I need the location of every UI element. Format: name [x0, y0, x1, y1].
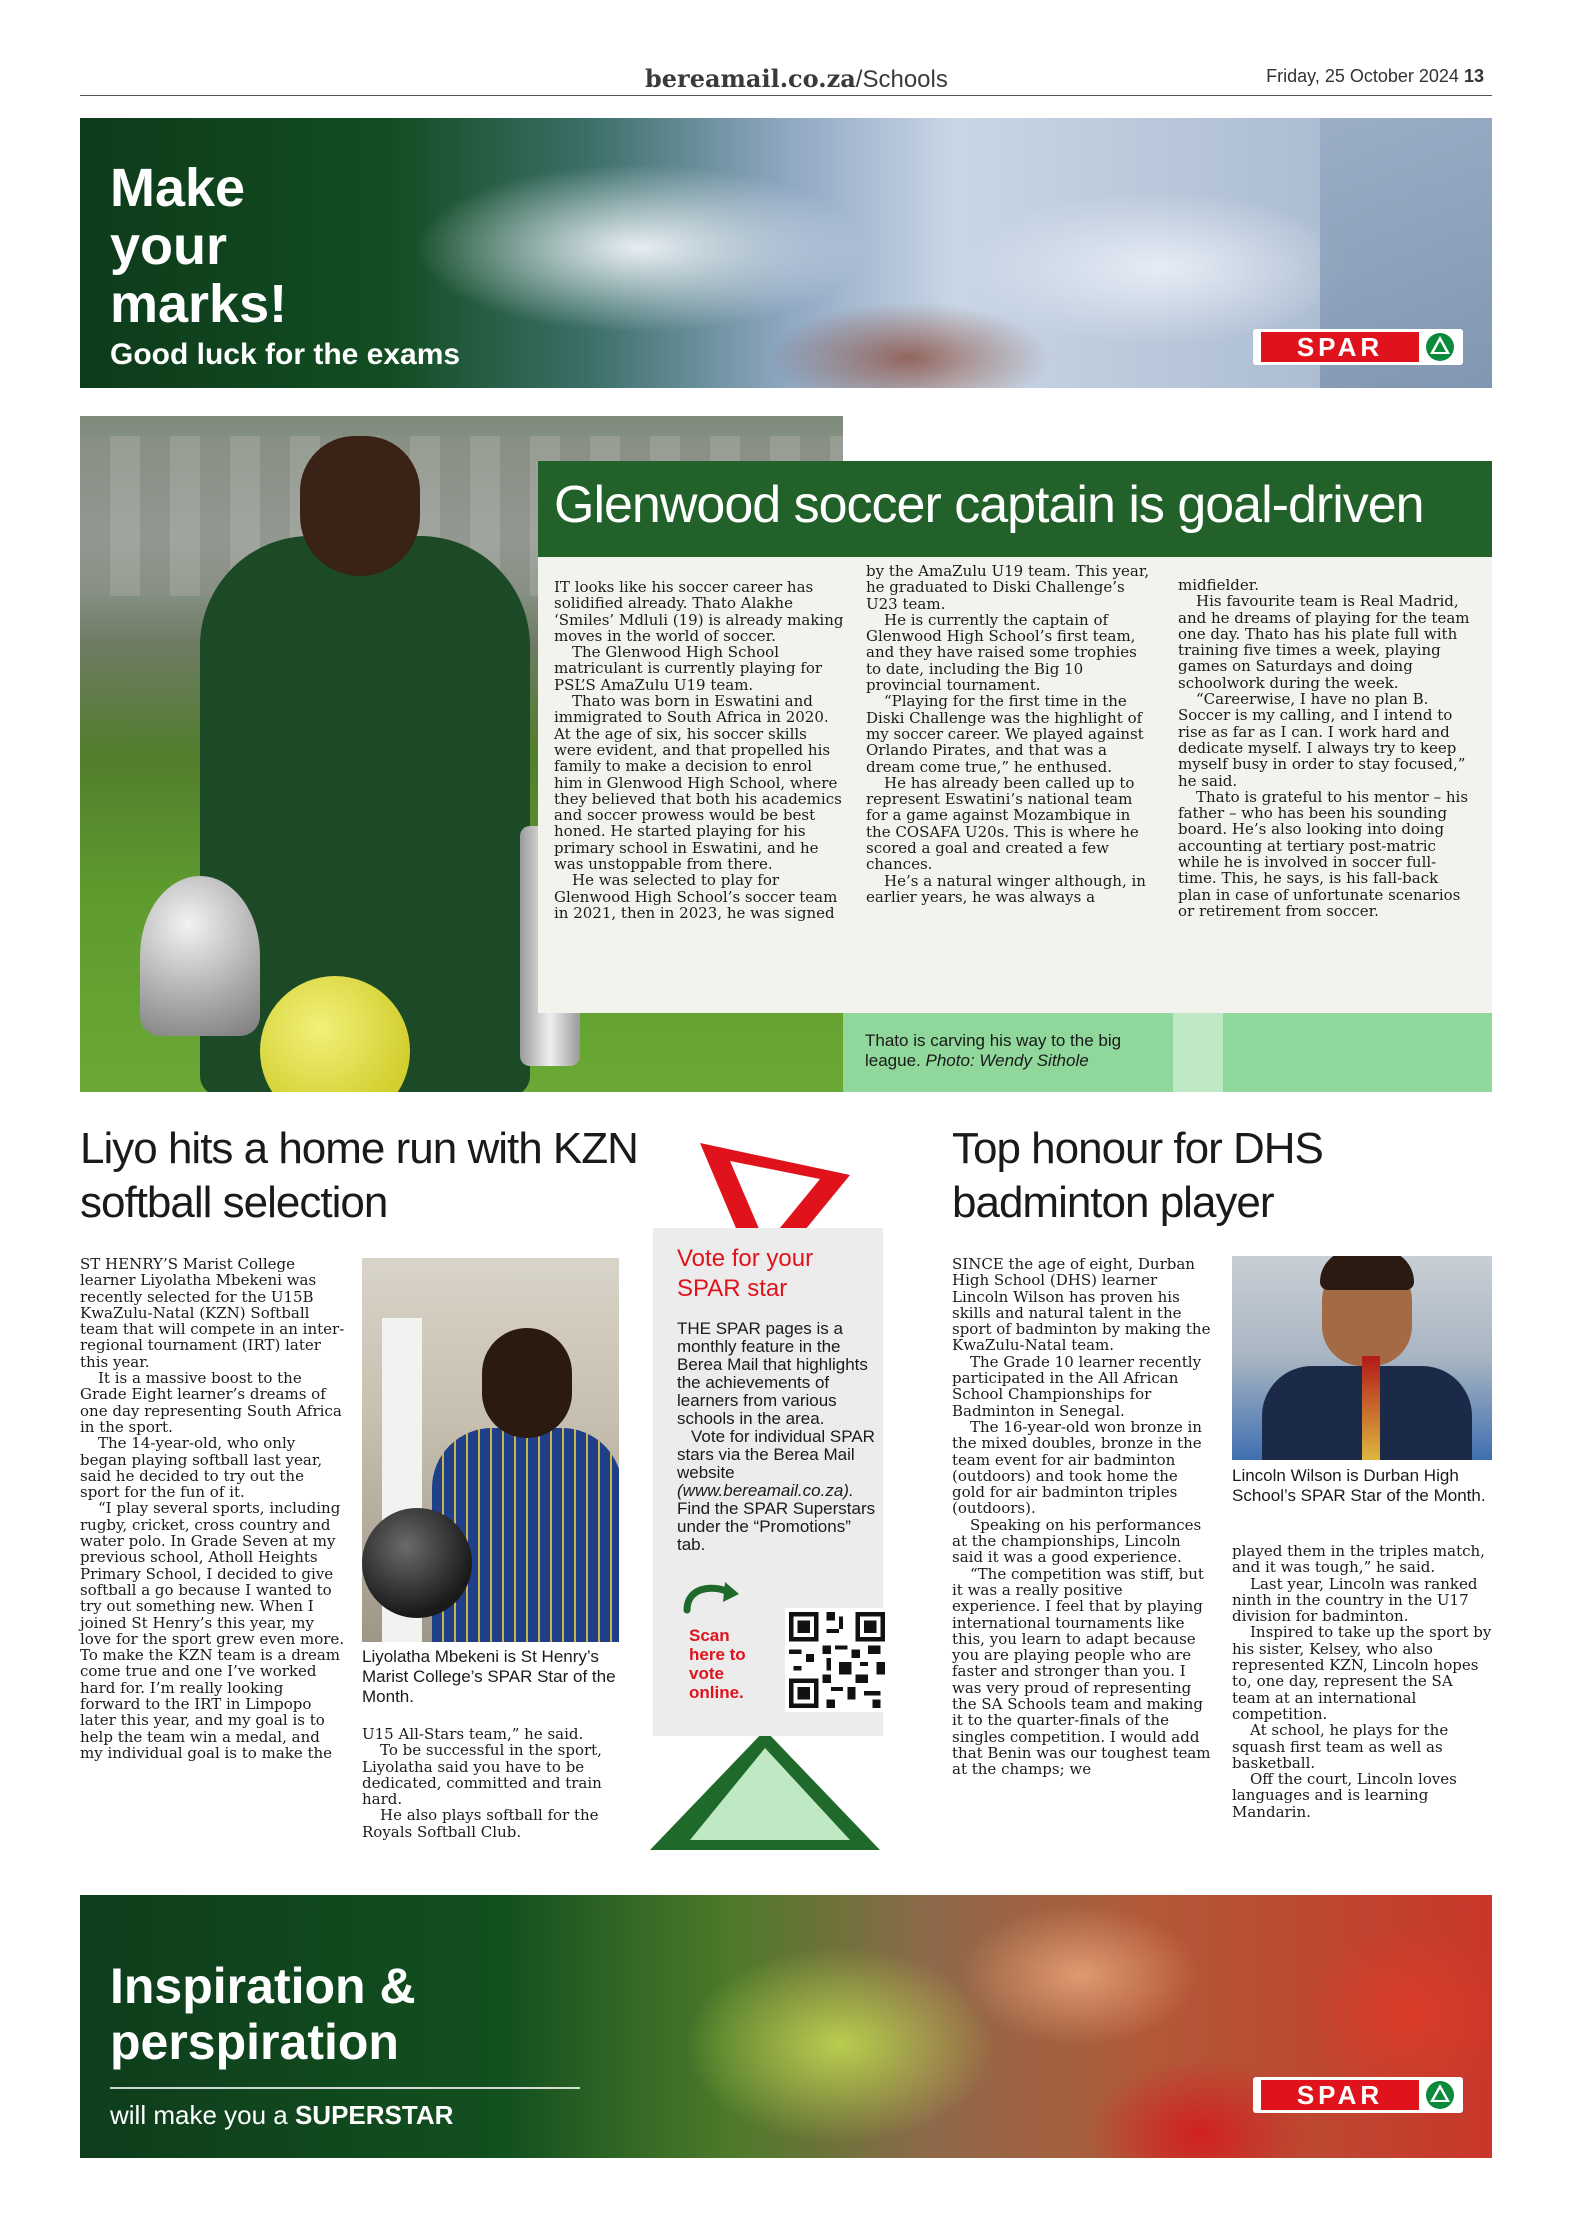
- paragraph: THE SPAR pages is a monthly feature in the Berea Mail that highlights the achievements of learners from various schools in the area.: [677, 1319, 868, 1428]
- paragraph: He was selected to play for Glenwood High School’s soccer team in 2021, then in 2023, he was signed: [554, 871, 838, 922]
- paragraph: The Grade 10 learner recently participated in the All African School Championships for Badminton in Senegal.: [952, 1352, 1202, 1420]
- photo-credit: Photo: Wendy Sithole: [925, 1051, 1089, 1070]
- banner-line-2: your: [110, 216, 228, 276]
- banner-divider: [110, 2087, 580, 2089]
- photo-trophy-cup: [140, 876, 260, 1036]
- paragraph: He’s a natural winger although, in earlier years, he was always a: [866, 871, 1146, 906]
- right-story-col-2: [1232, 1543, 1494, 1820]
- left-story-col-2: [362, 1726, 624, 1840]
- tagline-text: will make you a: [110, 2100, 295, 2130]
- vote-promo-box: [653, 1228, 883, 1736]
- main-article: [538, 557, 1492, 1013]
- paragraph: ST HENRY’S Marist College learner Liyolatha Mbekeni was recently selected for the U15B KwaZulu-Natal (KZN) Softball team that will compete in an inter-regional tournament (IRT) later this year.: [80, 1255, 345, 1371]
- banner-subline: Good luck for the exams: [110, 338, 461, 371]
- photo-subject-head: [300, 436, 420, 576]
- main-article-col-3: [1178, 577, 1473, 919]
- scan-instruction: Scan here to vote online.: [689, 1626, 746, 1702]
- page-number: 13: [1463, 66, 1484, 86]
- paragraph: The 16-year-old won bronze in the mixed doubles, bronze in the team event for air badminton (outdoors) and took home the gold for air badminton triples (outdoors).: [952, 1417, 1202, 1518]
- qr-code[interactable]: [785, 1608, 889, 1712]
- paragraph: U15 All-Stars team,” he said.: [362, 1725, 584, 1743]
- site-domain: bereamail.co.za: [645, 64, 856, 93]
- banner-line-1: Inspiration &: [110, 1958, 416, 2014]
- spar-wordmark: SPAR: [1261, 2080, 1419, 2110]
- masthead: [80, 62, 1492, 96]
- decorative-green-triangle: [650, 1730, 880, 1850]
- paragraph: [677, 1428, 877, 1554]
- paragraph: midfielder.: [1178, 576, 1260, 594]
- spar-logo: [1253, 329, 1463, 365]
- paragraph: Last year, Lincoln was ranked ninth in the country in the U17 division for badminton.: [1232, 1574, 1478, 1626]
- right-story-caption: Lincoln Wilson is Durban High School’s SPAR Star of the Month.: [1232, 1466, 1486, 1505]
- left-story-photo: [362, 1258, 619, 1642]
- paragraph: Speaking on his performances at the championships, Lincoln said it was a good experience.: [952, 1515, 1202, 1567]
- right-story-headline: Top honour for DHS badminton player: [952, 1124, 1323, 1227]
- paragraph: SINCE the age of eight, Durban High School (DHS) learner Lincoln Wilson has proven his skills and natural talent in the sport of badminton by making the KwaZulu-Natal team.: [952, 1255, 1211, 1355]
- photo-subject-head: [482, 1328, 572, 1438]
- paragraph: His favourite team is Real Madrid, and he dreams of playing for the team one day. Thato has his plate full with training five times a week, playing games on Saturdays and doing schoolwork during the week.: [1178, 592, 1470, 692]
- paragraph: It is a massive boost to the Grade Eight learner’s dreams of one day representing South Africa in the sport.: [80, 1369, 342, 1436]
- paragraph: The 14-year-old, who only began playing softball last year, said he decided to try out the sport for the fun of it.: [80, 1434, 323, 1502]
- spar-wordmark: SPAR: [1261, 332, 1419, 362]
- section-name: /Schools: [855, 66, 948, 93]
- vote-text-part: Find the SPAR Superstars under the “Promotions” tab.: [677, 1499, 876, 1554]
- left-story-caption: Liyolatha Mbekeni is St Henry’s Marist College’s SPAR Star of the Month.: [362, 1647, 616, 1706]
- paragraph: To be successful in the sport, Liyolatha said you have to be dedicated, committed and train hard.: [362, 1741, 602, 1809]
- paragraph: Thato was born in Eswatini and immigrated to South Africa in 2020. At the age of six, his soccer skills were evident, and that propelled his family to make a decision to enrol him in Glenwood High School, where they believed that both his academics and soccer prowess would be best honed. He started playing for his primary school in Eswatini, and he was unstoppable from there.: [554, 692, 842, 874]
- banner-line-2: perspiration: [110, 2014, 399, 2070]
- right-story-photo: [1232, 1256, 1492, 1460]
- paragraph: Inspired to take up the sport by his sister, Kelsey, who also represented KZN, Lincoln hopes to, one day, represent the SA team at an international competition.: [1232, 1623, 1492, 1723]
- paragraph: He also plays softball for the Royals Softball Club.: [362, 1806, 599, 1841]
- caption-accent-band: [1173, 1013, 1223, 1092]
- photo-medal-ribbon: [1362, 1356, 1380, 1460]
- paragraph: The Glenwood High School matriculant is currently playing for PSL’S AmaZulu U19 team.: [554, 643, 823, 694]
- caption-text: [865, 1031, 1175, 1071]
- vote-title: Vote for your SPAR star: [677, 1245, 814, 1302]
- site-name[interactable]: [645, 64, 948, 94]
- spar-tree-icon: [1423, 332, 1457, 362]
- date-text: Friday, 25 October 2024: [1266, 66, 1459, 86]
- spar-logo: [1253, 2077, 1463, 2113]
- curved-arrow-icon: [681, 1578, 741, 1614]
- paragraph: “I play several sports, including rugby, cricket, cross country and water polo. In Grade Seven at my previous school, Atholl Heights Primary School, I decided to give softball a go because I wanted to try out something new. When I joined St Henry’s this year, my love for the sport grew even more. To make the KZN team is a dream come true and one I’ve worked hard for. I’m really looking forward to the IRT in Limpopo later this year, and my goal is to help the team win a medal, and my individual goal is to make the: [80, 1499, 345, 1762]
- top-advert-banner[interactable]: [80, 118, 1492, 388]
- paragraph: He is currently the captain of Glenwood High School’s first team, and they have raised some trophies to date, including the Big 10 provincial tournament.: [866, 610, 1137, 695]
- paragraph: by the AmaZulu U19 team. This year, he graduated to Diski Challenge’s U23 team.: [866, 562, 1150, 613]
- paragraph: “Careerwise, I have no plan B. Soccer is my calling, and I intend to rise as far as I can. I work hard and dedicate myself. I always try to keep myself busy in order to stay focused,” he said.: [1178, 690, 1466, 790]
- paragraph: At school, he plays for the squash first team as well as basketball.: [1232, 1721, 1449, 1772]
- vote-text-part: Vote for individual SPAR stars via the Berea Mail website: [677, 1427, 875, 1482]
- left-story-col-1: [80, 1256, 345, 1761]
- banner-tagline: [110, 2100, 453, 2131]
- caption-body: Thato is carving his way to the big league.: [865, 1031, 1122, 1070]
- bottom-advert-banner[interactable]: [80, 1895, 1492, 2158]
- vote-website-link[interactable]: (www.bereamail.co.za).: [677, 1481, 854, 1500]
- issue-date: [1266, 66, 1484, 87]
- banner-line-1: Make: [110, 158, 246, 218]
- photo-softball-helmet: [362, 1508, 472, 1618]
- right-story-col-1: [952, 1256, 1214, 1778]
- paragraph: “Playing for the first time in the Diski Challenge was the highlight of my soccer career. We played against Orlando Pirates, and that was a dream come true,” he enthused.: [866, 692, 1144, 776]
- paragraph: played them in the triples match, and it was tough,” he said.: [1232, 1542, 1485, 1577]
- paragraph: “The competition was stiff, but it was a really positive experience. I feel that by playing international tournaments like this, you learn to adapt because you are playing people who are faster and stronger than you. I was very proud of representing the SA Schools team and making it to the quarter-finals of the singles competition. I would add that Benin was our toughest team at the champs; we: [952, 1564, 1211, 1779]
- photo-subject-hair: [1320, 1256, 1414, 1290]
- paragraph: He has already been called up to represent Eswatini’s national team for a game against Mozambique in the COSAFA U20s. This is where he scored a goal and created a few chances.: [866, 773, 1139, 874]
- paragraph: Off the court, Lincoln loves languages and is learning Mandarin.: [1232, 1770, 1457, 1821]
- banner-line-3: marks!: [110, 274, 288, 334]
- paragraph: IT looks like his soccer career has solidified already. Thato Alakhe ‘Smiles’ Mdluli (19) is already making moves in the world of soccer.: [554, 578, 844, 645]
- main-article-col-1: [554, 579, 844, 921]
- paragraph: Thato is grateful to his mentor – his father – who has been his sounding board. He’s also looking into doing accounting at tertiary post-matric while he is involved in soccer full-time. This, he says, is his fall-back plan in case of unfortunate scenarios or retirement from soccer.: [1178, 787, 1469, 920]
- main-photo-caption: [843, 1013, 1492, 1092]
- main-headline: Glenwood soccer captain is goal-driven: [554, 476, 1424, 534]
- main-article-col-2: [866, 563, 1156, 905]
- main-headline-bar: [538, 461, 1492, 557]
- spar-tree-icon: [1423, 2080, 1457, 2110]
- qr-code-icon: [785, 1608, 889, 1712]
- left-story-headline: Liyo hits a home run with KZN softball selection: [80, 1124, 638, 1227]
- vote-description: [677, 1320, 877, 1554]
- tagline-bold: SUPERSTAR: [294, 2100, 454, 2130]
